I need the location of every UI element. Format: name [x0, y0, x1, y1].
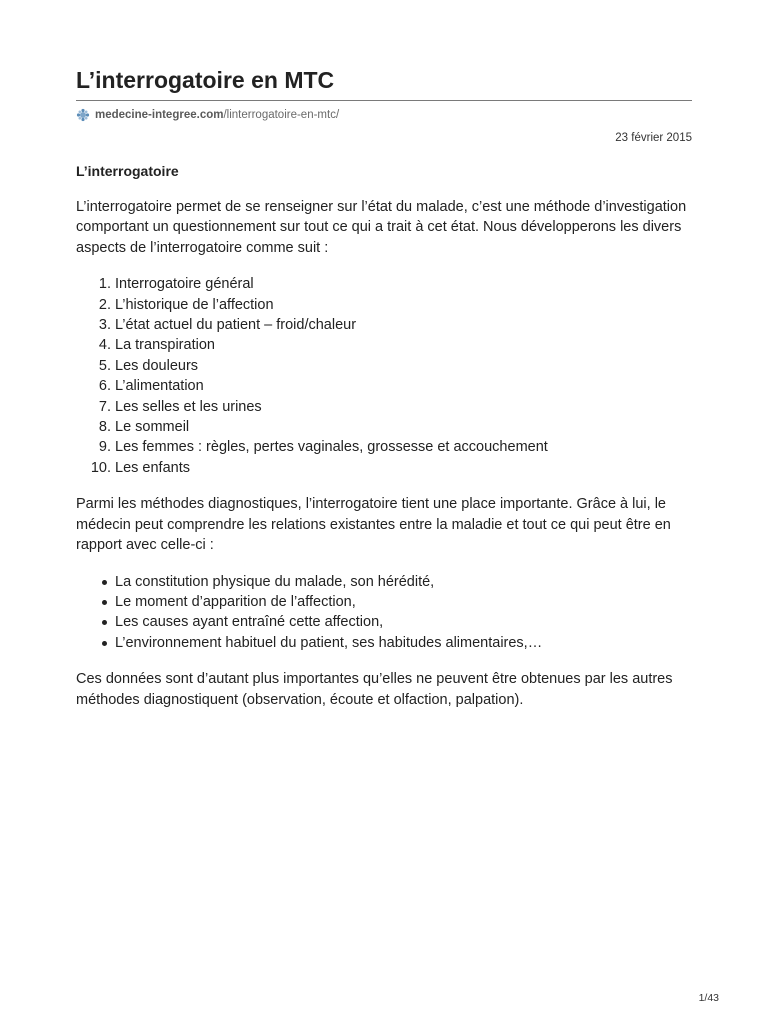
list-item: La constitution physique du malade, son hérédité, — [115, 572, 692, 592]
diagnostic-paragraph: Parmi les méthodes diagnostiques, l’interrogatoire tient une place importante. Grâce à lui, le médecin peut comprendre les relations existantes entre la maladie et tout ce qui peut être en rapport avec celle-ci : — [76, 496, 671, 554]
list-item: L’environnement habituel du patient, ses habitudes alimentaires,… — [115, 633, 692, 653]
relations-bullet-list — [76, 572, 692, 654]
conclusion-paragraph: Ces données sont d’autant plus importantes qu’elles ne peuvent être obtenues par les autres méthodes diagnostiquent (observation, écoute et olfaction, palpation). — [76, 671, 673, 708]
title-divider — [76, 100, 692, 101]
list-item: 9. Les femmes : règles, pertes vaginales, grossesse et accouchement — [115, 437, 692, 457]
list-item: Les causes ayant entraîné cette affection, — [115, 612, 692, 632]
intro-paragraph: L’interrogatoire permet de se renseigner sur l’état du malade, c’est une méthode d’investigation comportant un questionnement sur tout ce qui a trait à cet état. Nous développerons les divers aspects de l’interrogatoire comme suit : — [76, 199, 687, 256]
source-link[interactable] — [76, 107, 692, 123]
list-item: 6. L’alimentation — [115, 376, 692, 396]
aspects-numbered-list — [76, 274, 692, 478]
page-number: 1/43 — [698, 992, 719, 1004]
list-item: Le moment d’apparition de l’affection, — [115, 592, 692, 612]
site-favicon-icon — [76, 108, 90, 122]
section-heading: L’interrogatoire — [76, 163, 179, 179]
source-domain[interactable]: medecine-integree.com — [95, 109, 224, 121]
list-item: 10. Les enfants — [115, 458, 692, 478]
list-item: 3. L’état actuel du patient – froid/chaleur — [115, 315, 692, 335]
publication-date: 23 février 2015 — [615, 132, 692, 144]
list-item: 7. Les selles et les urines — [115, 397, 692, 417]
list-item: 1. Interrogatoire général — [115, 274, 692, 294]
document-page — [76, 0, 692, 710]
list-item: 4. La transpiration — [115, 335, 692, 355]
list-item: 5. Les douleurs — [115, 356, 692, 376]
page-title: L’interrogatoire en MTC — [76, 67, 335, 93]
list-item: 8. Le sommeil — [115, 417, 692, 437]
source-path[interactable]: /linterrogatoire-en-mtc/ — [223, 109, 340, 121]
list-item: 2. L’historique de l’affection — [115, 295, 692, 315]
